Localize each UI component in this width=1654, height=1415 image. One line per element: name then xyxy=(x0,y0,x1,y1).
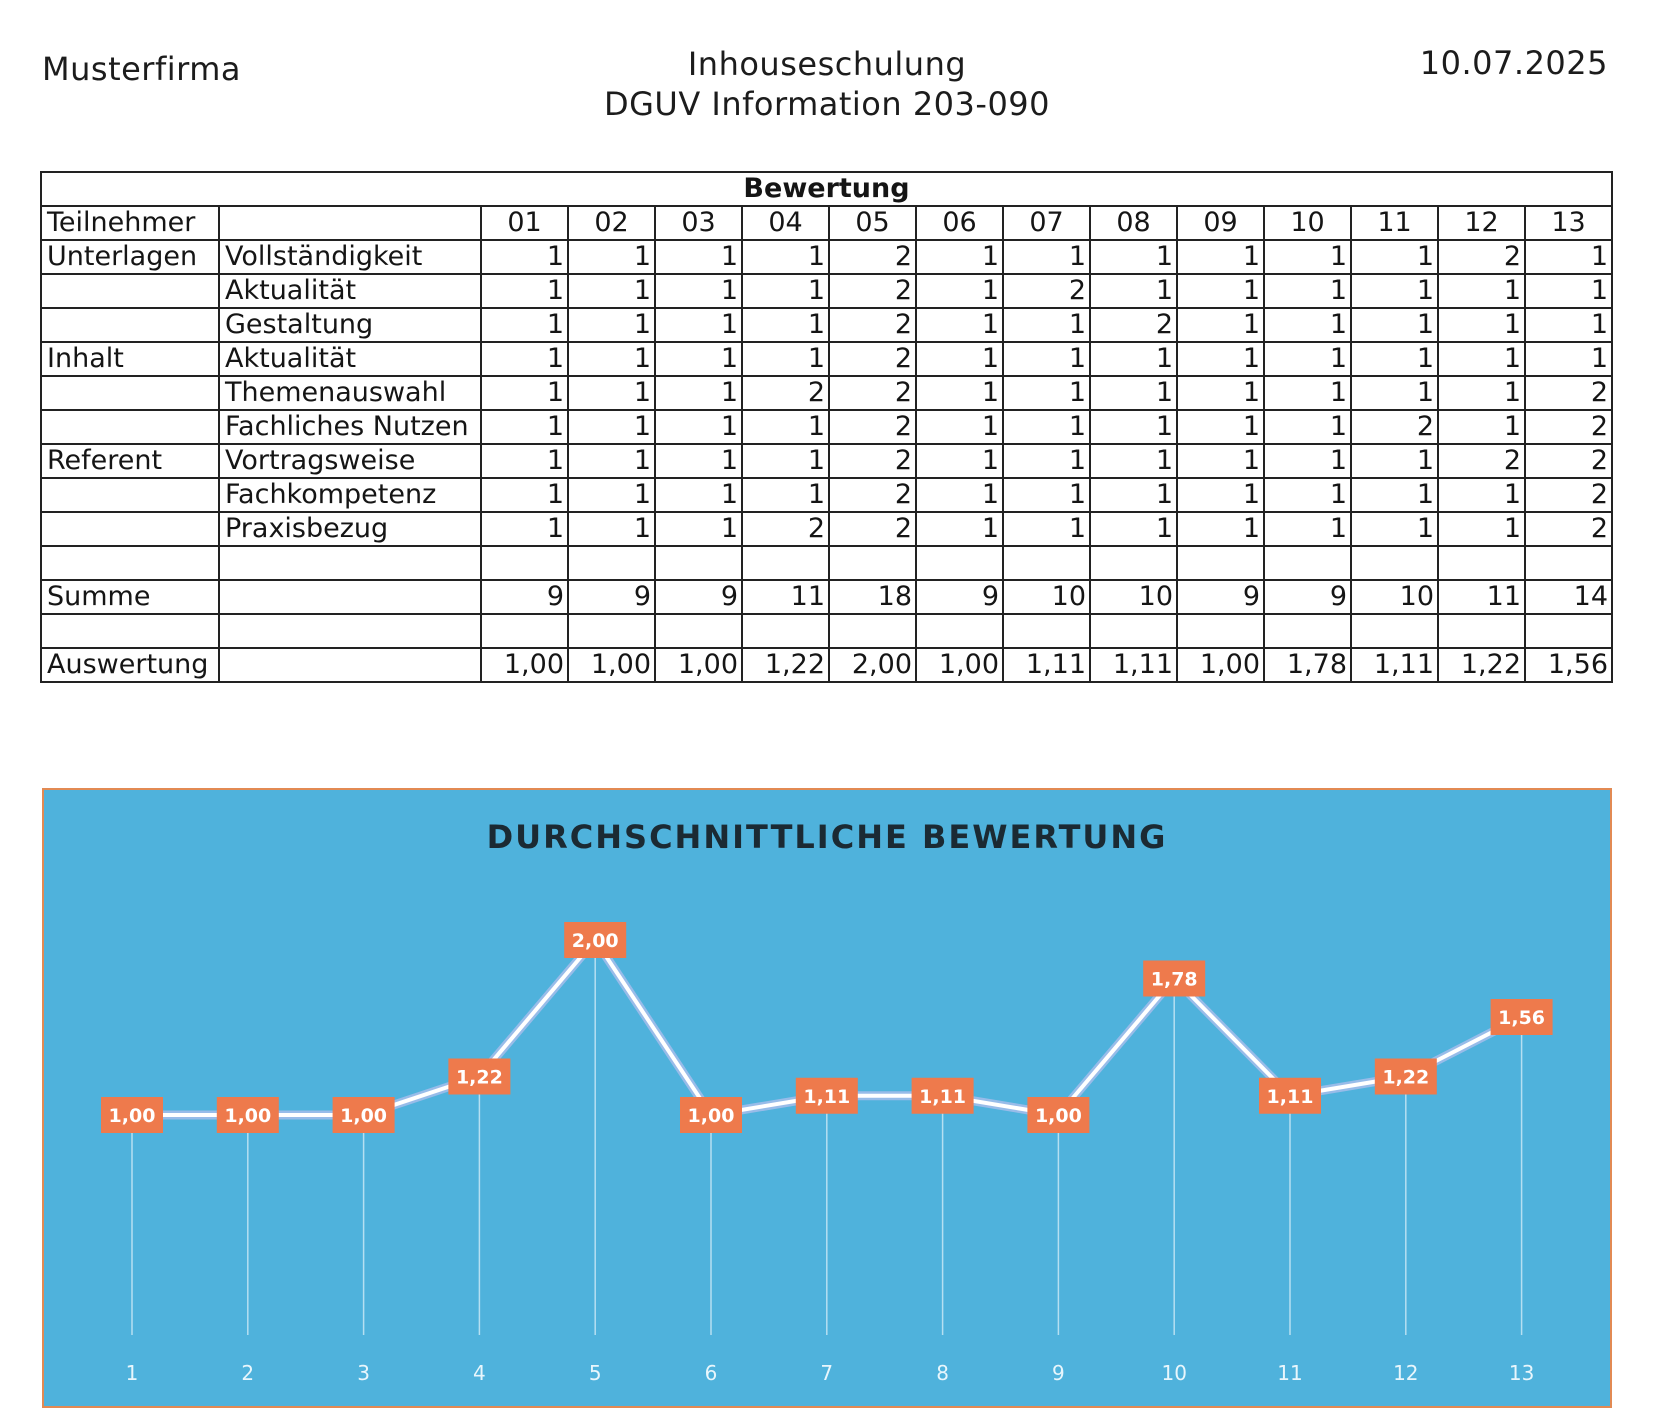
rating-cell: 1 xyxy=(1438,376,1525,410)
data-label: 1,00 xyxy=(224,1105,272,1127)
empty-cell xyxy=(219,206,481,240)
rating-cell: 1 xyxy=(1351,308,1438,342)
empty-cell xyxy=(916,614,1003,648)
evaluation-cell: 1,00 xyxy=(1177,648,1264,682)
rating-cell: 1 xyxy=(742,274,829,308)
criterion-name: Praxisbezug xyxy=(219,512,481,546)
rating-cell: 1 xyxy=(1090,376,1177,410)
empty-cell xyxy=(1525,614,1612,648)
table-row xyxy=(41,274,1612,308)
rating-cell: 1 xyxy=(742,240,829,274)
blank-row xyxy=(41,546,1612,580)
rating-cell: 1 xyxy=(481,274,568,308)
empty-cell xyxy=(829,614,916,648)
empty-cell xyxy=(1264,614,1351,648)
rating-cell: 1 xyxy=(568,410,655,444)
participant-number: 10 xyxy=(1264,206,1351,240)
rating-cell: 1 xyxy=(1264,444,1351,478)
rating-cell: 1 xyxy=(1264,512,1351,546)
sum-cell: 18 xyxy=(829,580,916,614)
evaluation-cell: 2,00 xyxy=(829,648,916,682)
rating-cell: 1 xyxy=(655,308,742,342)
criterion-group xyxy=(41,512,219,546)
rating-cell: 1 xyxy=(1351,512,1438,546)
rating-cell: 1 xyxy=(655,240,742,274)
rating-cell: 1 xyxy=(1264,342,1351,376)
criterion-group xyxy=(41,376,219,410)
rating-cell: 1 xyxy=(916,342,1003,376)
rating-cell: 1 xyxy=(1003,444,1090,478)
data-label: 1,11 xyxy=(1266,1085,1314,1108)
table-row xyxy=(41,444,1612,478)
empty-cell xyxy=(1003,614,1090,648)
sum-row xyxy=(41,580,1612,614)
table-row xyxy=(41,376,1612,410)
x-tick-label: 7 xyxy=(820,1361,834,1385)
participant-number: 07 xyxy=(1003,206,1090,240)
rating-cell: 1 xyxy=(1090,478,1177,512)
rating-cell: 2 xyxy=(1438,444,1525,478)
rating-cell: 1 xyxy=(1264,308,1351,342)
evaluation-cell: 1,78 xyxy=(1264,648,1351,682)
x-tick-label: 10 xyxy=(1161,1361,1187,1385)
rating-cell: 1 xyxy=(1090,240,1177,274)
empty-cell xyxy=(481,546,568,580)
rating-cell: 1 xyxy=(916,308,1003,342)
rating-cell: 1 xyxy=(1264,478,1351,512)
rating-cell: 1 xyxy=(1003,376,1090,410)
empty-cell xyxy=(1351,546,1438,580)
table-row xyxy=(41,410,1612,444)
sum-cell: 9 xyxy=(1177,580,1264,614)
rating-cell: 1 xyxy=(655,342,742,376)
sum-cell: 9 xyxy=(655,580,742,614)
participant-number: 06 xyxy=(916,206,1003,240)
sum-cell: 9 xyxy=(481,580,568,614)
rating-cell: 1 xyxy=(1351,478,1438,512)
rating-cell: 2 xyxy=(829,512,916,546)
empty-cell xyxy=(1351,614,1438,648)
data-label: 1,11 xyxy=(919,1085,967,1108)
rating-cell: 1 xyxy=(916,478,1003,512)
rating-cell: 2 xyxy=(1351,410,1438,444)
empty-cell xyxy=(1525,546,1612,580)
sum-cell: 9 xyxy=(916,580,1003,614)
sum-label: Summe xyxy=(41,580,219,614)
x-tick-label: 12 xyxy=(1393,1361,1419,1385)
criterion-name: Vortragsweise xyxy=(219,444,481,478)
rating-cell: 1 xyxy=(568,376,655,410)
empty-cell xyxy=(568,614,655,648)
criterion-group: Referent xyxy=(41,444,219,478)
rating-cell: 1 xyxy=(1177,274,1264,308)
evaluation-cell: 1,00 xyxy=(916,648,1003,682)
rating-cell: 1 xyxy=(1438,512,1525,546)
rating-cell: 1 xyxy=(1003,342,1090,376)
data-label: 1,00 xyxy=(1034,1105,1082,1127)
sum-cell: 9 xyxy=(1264,580,1351,614)
empty-cell xyxy=(1003,546,1090,580)
rating-cell: 1 xyxy=(742,342,829,376)
empty-cell xyxy=(1177,614,1264,648)
rating-cell: 1 xyxy=(1177,376,1264,410)
evaluation-cell: 1,00 xyxy=(568,648,655,682)
criterion-name: Fachliches Nutzen xyxy=(219,410,481,444)
evaluation-cell: 1,22 xyxy=(742,648,829,682)
company-name: Musterfirma xyxy=(42,50,241,88)
rating-cell: 1 xyxy=(1177,410,1264,444)
rating-cell: 1 xyxy=(1003,410,1090,444)
data-label: 1,56 xyxy=(1498,1007,1546,1029)
empty-cell xyxy=(1264,546,1351,580)
rating-cell: 1 xyxy=(568,240,655,274)
rating-cell: 2 xyxy=(829,376,916,410)
criterion-group: Unterlagen xyxy=(41,240,219,274)
data-label: 1,00 xyxy=(340,1105,388,1127)
rating-cell: 2 xyxy=(829,410,916,444)
rating-cell: 2 xyxy=(1525,444,1612,478)
rating-cell: 1 xyxy=(1090,512,1177,546)
empty-cell xyxy=(1177,546,1264,580)
participant-number: 09 xyxy=(1177,206,1264,240)
criterion-name: Themenauswahl xyxy=(219,376,481,410)
rating-cell: 1 xyxy=(1003,308,1090,342)
rating-cell: 1 xyxy=(655,274,742,308)
rating-cell: 1 xyxy=(481,342,568,376)
table-row xyxy=(41,512,1612,546)
table-row xyxy=(41,240,1612,274)
rating-cell: 1 xyxy=(481,376,568,410)
table-row xyxy=(41,308,1612,342)
rating-cell: 2 xyxy=(829,274,916,308)
empty-cell xyxy=(655,546,742,580)
participant-number: 12 xyxy=(1438,206,1525,240)
rating-cell: 2 xyxy=(829,342,916,376)
rating-cell: 1 xyxy=(481,240,568,274)
x-tick-label: 5 xyxy=(588,1361,602,1385)
rating-cell: 1 xyxy=(655,444,742,478)
rating-cell: 1 xyxy=(1177,308,1264,342)
rating-cell: 1 xyxy=(1438,478,1525,512)
criterion-group: Inhalt xyxy=(41,342,219,376)
empty-cell xyxy=(829,546,916,580)
criterion-group xyxy=(41,478,219,512)
empty-cell xyxy=(916,546,1003,580)
rating-cell: 1 xyxy=(655,478,742,512)
evaluation-cell: 1,11 xyxy=(1351,648,1438,682)
rating-cell: 1 xyxy=(742,410,829,444)
criterion-name: Fachkompetenz xyxy=(219,478,481,512)
rating-cell: 1 xyxy=(1003,478,1090,512)
rating-cell: 1 xyxy=(481,444,568,478)
rating-cell: 2 xyxy=(742,512,829,546)
evaluation-label: Auswertung xyxy=(41,648,219,682)
rating-cell: 2 xyxy=(1525,512,1612,546)
empty-cell xyxy=(481,614,568,648)
table-row xyxy=(41,478,1612,512)
rating-cell: 1 xyxy=(1525,274,1612,308)
rating-cell: 1 xyxy=(1351,274,1438,308)
participants-label: Teilnehmer xyxy=(41,206,219,240)
participant-number: 13 xyxy=(1525,206,1612,240)
x-tick-label: 2 xyxy=(241,1361,255,1385)
empty-cell xyxy=(742,546,829,580)
rating-cell: 1 xyxy=(1351,444,1438,478)
rating-cell: 1 xyxy=(1264,376,1351,410)
criterion-group xyxy=(41,308,219,342)
rating-cell: 1 xyxy=(1438,274,1525,308)
evaluation-table xyxy=(40,171,1613,683)
rating-cell: 1 xyxy=(1438,410,1525,444)
average-rating-chart xyxy=(42,788,1612,1408)
rating-cell: 1 xyxy=(1438,308,1525,342)
rating-cell: 1 xyxy=(916,410,1003,444)
rating-cell: 1 xyxy=(481,512,568,546)
rating-cell: 2 xyxy=(742,376,829,410)
evaluation-cell: 1,11 xyxy=(1003,648,1090,682)
x-tick-label: 11 xyxy=(1277,1361,1303,1385)
rating-cell: 1 xyxy=(1090,444,1177,478)
empty-cell xyxy=(1438,614,1525,648)
empty-cell xyxy=(742,614,829,648)
rating-cell: 1 xyxy=(1177,240,1264,274)
rating-cell: 1 xyxy=(1525,308,1612,342)
rating-cell: 1 xyxy=(916,376,1003,410)
criterion-name: Vollständigkeit xyxy=(219,240,481,274)
evaluation-cell: 1,56 xyxy=(1525,648,1612,682)
data-label: 1,22 xyxy=(1382,1066,1430,1089)
x-tick-label: 6 xyxy=(704,1361,718,1385)
table-title: Bewertung xyxy=(41,172,1612,206)
title-line-1: Inhouseschulung xyxy=(687,45,967,83)
rating-cell: 2 xyxy=(829,308,916,342)
rating-cell: 1 xyxy=(568,512,655,546)
sum-cell: 11 xyxy=(1438,580,1525,614)
document-title xyxy=(0,44,1654,124)
rating-cell: 2 xyxy=(1090,308,1177,342)
sum-cell: 11 xyxy=(742,580,829,614)
rating-cell: 1 xyxy=(1177,478,1264,512)
rating-cell: 1 xyxy=(1351,342,1438,376)
x-tick-label: 9 xyxy=(1052,1361,1065,1385)
rating-cell: 1 xyxy=(568,308,655,342)
evaluation-cell: 1,00 xyxy=(481,648,568,682)
rating-cell: 1 xyxy=(742,308,829,342)
evaluation-cell: 1,11 xyxy=(1090,648,1177,682)
rating-cell: 1 xyxy=(481,410,568,444)
rating-cell: 1 xyxy=(1090,274,1177,308)
empty-cell xyxy=(219,546,481,580)
data-label: 2,00 xyxy=(571,930,619,952)
rating-cell: 1 xyxy=(1351,376,1438,410)
sum-cell: 10 xyxy=(1090,580,1177,614)
participant-number: 02 xyxy=(568,206,655,240)
rating-cell: 1 xyxy=(1003,240,1090,274)
participant-number: 04 xyxy=(742,206,829,240)
data-label: 1,22 xyxy=(455,1066,503,1089)
rating-cell: 2 xyxy=(829,444,916,478)
rating-cell: 1 xyxy=(1177,444,1264,478)
empty-cell xyxy=(1090,546,1177,580)
data-label: 1,00 xyxy=(687,1105,735,1127)
rating-cell: 2 xyxy=(1525,376,1612,410)
rating-cell: 1 xyxy=(1438,342,1525,376)
rating-cell: 1 xyxy=(916,274,1003,308)
rating-cell: 1 xyxy=(1003,512,1090,546)
criterion-name: Aktualität xyxy=(219,342,481,376)
participant-number: 01 xyxy=(481,206,568,240)
rating-cell: 2 xyxy=(1525,410,1612,444)
empty-cell xyxy=(568,546,655,580)
rating-cell: 1 xyxy=(1264,240,1351,274)
rating-cell: 1 xyxy=(481,478,568,512)
sum-cell: 10 xyxy=(1351,580,1438,614)
x-tick-label: 1 xyxy=(125,1361,139,1385)
rating-cell: 2 xyxy=(1525,478,1612,512)
data-label: 1,00 xyxy=(108,1105,156,1127)
rating-cell: 1 xyxy=(1525,342,1612,376)
x-tick-label: 4 xyxy=(473,1361,486,1385)
rating-cell: 1 xyxy=(1177,512,1264,546)
data-label: 1,11 xyxy=(803,1085,851,1108)
empty-cell xyxy=(1090,614,1177,648)
rating-cell: 2 xyxy=(829,240,916,274)
evaluation-cell: 1,22 xyxy=(1438,648,1525,682)
rating-cell: 1 xyxy=(655,376,742,410)
table-title-row xyxy=(41,172,1612,206)
participant-number: 05 xyxy=(829,206,916,240)
x-tick-label: 13 xyxy=(1508,1361,1535,1385)
x-tick-label: 3 xyxy=(357,1361,370,1385)
rating-cell: 1 xyxy=(1090,342,1177,376)
x-tick-label: 8 xyxy=(936,1361,949,1385)
rating-cell: 1 xyxy=(1351,240,1438,274)
criterion-group xyxy=(41,274,219,308)
empty-cell xyxy=(655,614,742,648)
sum-cell: 9 xyxy=(568,580,655,614)
participant-number: 08 xyxy=(1090,206,1177,240)
rating-cell: 1 xyxy=(481,308,568,342)
rating-cell: 1 xyxy=(655,410,742,444)
evaluation-row xyxy=(41,648,1612,682)
blank-row xyxy=(41,614,1612,648)
title-line-2: DGUV Information 203-090 xyxy=(603,85,1051,123)
rating-cell: 1 xyxy=(916,240,1003,274)
empty-cell xyxy=(219,580,481,614)
rating-cell: 1 xyxy=(1090,410,1177,444)
evaluation-cell: 1,00 xyxy=(655,648,742,682)
chart-canvas xyxy=(44,790,1610,1406)
rating-cell: 2 xyxy=(1003,274,1090,308)
empty-cell xyxy=(41,614,219,648)
participant-number: 03 xyxy=(655,206,742,240)
table-row xyxy=(41,342,1612,376)
empty-cell xyxy=(41,546,219,580)
empty-cell xyxy=(219,614,481,648)
empty-cell xyxy=(1438,546,1525,580)
participant-number: 11 xyxy=(1351,206,1438,240)
criterion-group xyxy=(41,410,219,444)
rating-cell: 1 xyxy=(568,444,655,478)
sum-cell: 14 xyxy=(1525,580,1612,614)
rating-cell: 1 xyxy=(742,478,829,512)
sum-cell: 10 xyxy=(1003,580,1090,614)
rating-cell: 1 xyxy=(1525,240,1612,274)
rating-cell: 1 xyxy=(1264,410,1351,444)
empty-cell xyxy=(219,648,481,682)
document-date: 10.07.2025 xyxy=(1419,44,1608,82)
rating-cell: 1 xyxy=(568,478,655,512)
rating-cell: 1 xyxy=(568,274,655,308)
chart-title: DURCHSCHNITTLICHE BEWERTUNG xyxy=(486,818,1168,856)
rating-cell: 1 xyxy=(916,444,1003,478)
table-header-row xyxy=(41,206,1612,240)
rating-cell: 1 xyxy=(916,512,1003,546)
rating-cell: 2 xyxy=(829,478,916,512)
criterion-name: Aktualität xyxy=(219,274,481,308)
rating-cell: 2 xyxy=(1438,240,1525,274)
data-label: 1,78 xyxy=(1150,968,1198,991)
criterion-name: Gestaltung xyxy=(219,308,481,342)
rating-cell: 1 xyxy=(742,444,829,478)
rating-cell: 1 xyxy=(568,342,655,376)
rating-cell: 1 xyxy=(1177,342,1264,376)
rating-cell: 1 xyxy=(1264,274,1351,308)
rating-cell: 1 xyxy=(655,512,742,546)
